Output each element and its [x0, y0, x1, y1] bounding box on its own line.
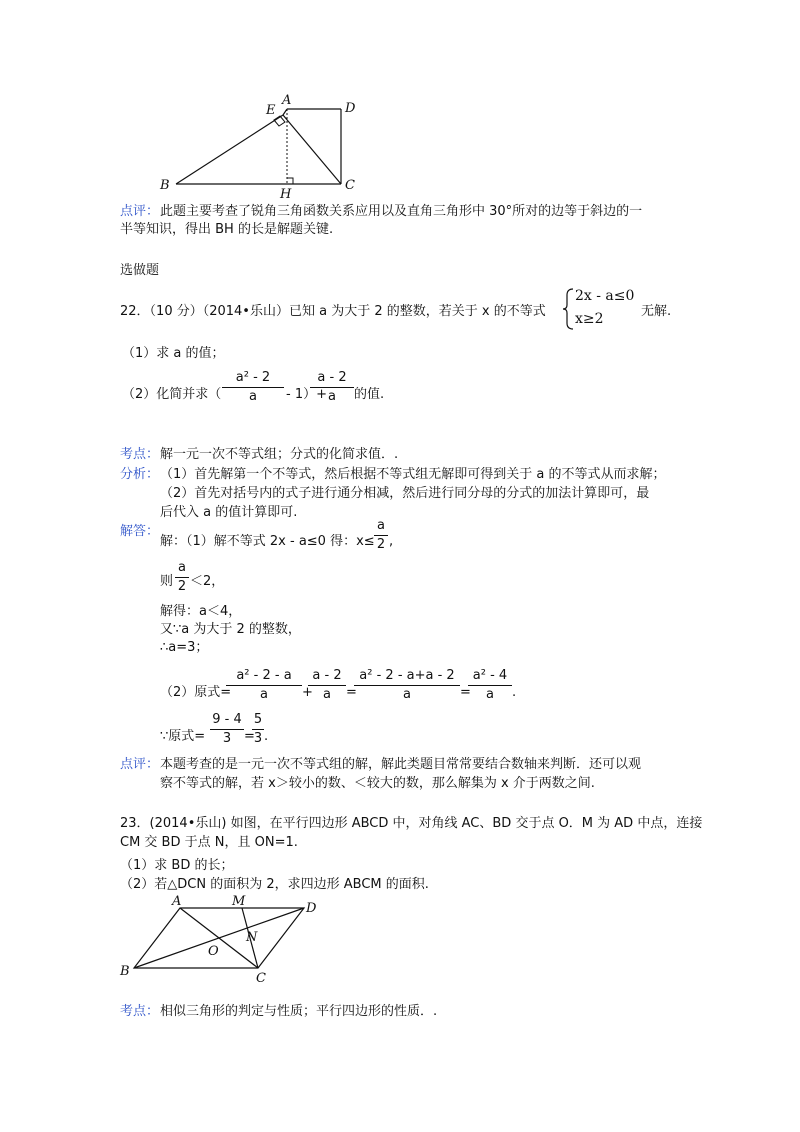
label-E: E: [266, 103, 276, 118]
fraction-b-num: a - 2: [317, 370, 347, 385]
solution-1-fraction: [374, 518, 388, 553]
label-H: H: [280, 187, 292, 200]
q22-part2-prefix: （2）化简并求（: [122, 387, 222, 402]
kaodian-text: 解一元一次不等式组；分式的化简求值．.: [160, 447, 399, 462]
parallelogram-figure: [118, 893, 328, 985]
solution-6-fraction-4: [468, 668, 512, 703]
label-D: D: [306, 901, 317, 916]
solution-line-2: 则: [160, 574, 174, 589]
solution-6-fraction-3: [354, 668, 460, 703]
solution-6-f3-den: a: [403, 687, 411, 702]
label-A: A: [282, 93, 292, 108]
label-D: D: [345, 101, 356, 116]
fraction-b-den: a: [328, 389, 336, 404]
solution-2-fraction: [175, 560, 189, 595]
solution-line-7: ∵原式=: [160, 729, 206, 744]
solution-line-1: 解：（1）解不等式 2x - a≤0 得：x≤: [160, 534, 375, 549]
solution-2-fraction-den: 2: [177, 579, 187, 594]
solution-6-f3-num: a² - 2 - a+a - 2: [359, 668, 455, 683]
solution-7-fraction-2: [252, 712, 264, 747]
solution-6-end: .: [512, 685, 517, 700]
inequality-1: 2x - a≤0: [575, 288, 635, 304]
label-C: C: [256, 971, 266, 985]
solution-6-fraction-2: [308, 668, 346, 703]
solution-7-f1-den: 3: [222, 731, 232, 746]
section-title: 选做题: [120, 263, 160, 278]
dianping-line-2: 察不等式的解，若 x＞较小的数、＜较大的数，那么解集为 x 介于两数之间.: [160, 776, 595, 791]
review-line-2: 半等知识，得出 BH 的长是解题关键.: [120, 222, 334, 237]
dianping-tag: 点评：: [120, 757, 160, 772]
solution-2-fraction-num: a: [178, 560, 186, 575]
system-brace: [561, 287, 575, 331]
solution-7-fraction-1: [210, 712, 244, 747]
q23-part1: （1）求 BD 的长；: [120, 858, 234, 873]
fraction-b: [310, 370, 354, 405]
solution-7-eq: =: [244, 729, 255, 744]
q22-part1: （1）求 a 的值；: [122, 346, 225, 361]
solution-6-f1-num: a² - 2 - a: [236, 668, 292, 683]
solution-6-f2-den: a: [323, 687, 331, 702]
solution-line-4: 又∵a 为大于 2 的整数，: [160, 622, 301, 637]
q22-minus-one: - 1）+: [286, 387, 327, 402]
jieda-tag: 解答：: [120, 524, 160, 539]
q22-part2-suffix: 的值.: [354, 387, 385, 402]
solution-line-2-suffix: ＜2，: [190, 574, 225, 589]
fraction-a-num: a² - 2: [235, 370, 271, 385]
solution-line-3: 解得：a＜4，: [160, 604, 242, 619]
inequality-2: x≥2: [575, 311, 604, 327]
solution-line-5: ∴a=3；: [160, 640, 209, 655]
fenxi-line-2: （2）首先对括号内的式子进行通分相减，然后进行同分母的分式的加法计算即可，最: [160, 486, 650, 501]
solution-1-fraction-num: a: [377, 518, 385, 533]
solution-7-f1-num: 9 - 4: [212, 712, 242, 727]
fenxi-line-1: （1）首先解第一个不等式，然后根据不等式组无解即可得到关于 a 的不等式从而求解；: [160, 467, 666, 482]
review-line-1: 此题主要考查了锐角三角函数关系应用以及直角三角形中 30°所对的边等于斜边的一: [160, 204, 643, 219]
label-C: C: [345, 178, 355, 193]
solution-1-fraction-den: 2: [376, 537, 386, 552]
label-N: N: [246, 930, 258, 945]
solution-6-fraction-1: [226, 668, 302, 703]
q23-stem-2: CM 交 BD 于点 N，且 ON=1.: [120, 835, 298, 850]
solution-6-f4-den: a: [486, 687, 494, 702]
label-O: O: [208, 944, 219, 959]
label-M: M: [232, 894, 246, 909]
solution-6-f4-num: a² - 4: [472, 668, 508, 683]
q22-stem-suffix: 无解.: [641, 304, 672, 319]
kaodian-tag: 考点：: [120, 447, 160, 462]
label-A: A: [172, 894, 182, 909]
solution-7-end: .: [264, 729, 269, 744]
solution-line-6: （2）原式=: [160, 685, 232, 700]
label-B: B: [160, 178, 170, 193]
dianping-line-1: 本题考查的是一元一次不等式组的解，解此类题目常常要结合数轴来判断．还可以观: [160, 757, 642, 772]
solution-6-f2-num: a - 2: [312, 668, 342, 683]
fenxi-tag: 分析：: [120, 467, 160, 482]
solution-6-eq-1: =: [346, 685, 357, 700]
q23-kaodian-text: 相似三角形的判定与性质；平行四边形的性质．.: [160, 1004, 438, 1019]
fraction-a-den: a: [249, 389, 257, 404]
solution-6-f1-den: a: [260, 687, 268, 702]
solution-6-plus: +: [302, 685, 313, 700]
q23-part2: （2）若△DCN 的面积为 2，求四边形 ABCM 的面积.: [120, 877, 429, 892]
review-tag: 点评：: [120, 204, 160, 219]
solution-line-1-suffix: ,: [389, 534, 394, 549]
q22-stem: 22．（10 分）（2014•乐山）已知 a 为大于 2 的整数，若关于 x 的不等式: [120, 304, 546, 319]
q23-stem-1: 23．(2014•乐山) 如图，在平行四边形 ABCD 中，对角线 AC、BD 交于点 O．M 为 AD 中点，连接: [120, 816, 703, 831]
fenxi-line-3: 后代入 a 的值计算即可.: [160, 505, 298, 520]
fraction-a: [222, 370, 284, 405]
triangle-figure: [150, 92, 370, 200]
label-B: B: [120, 964, 130, 979]
q23-kaodian-tag: 考点：: [120, 1004, 160, 1019]
solution-6-eq-2: =: [460, 685, 471, 700]
solution-7-f2-num: 5: [253, 712, 263, 727]
solution-7-f2-den: 3: [253, 731, 263, 746]
